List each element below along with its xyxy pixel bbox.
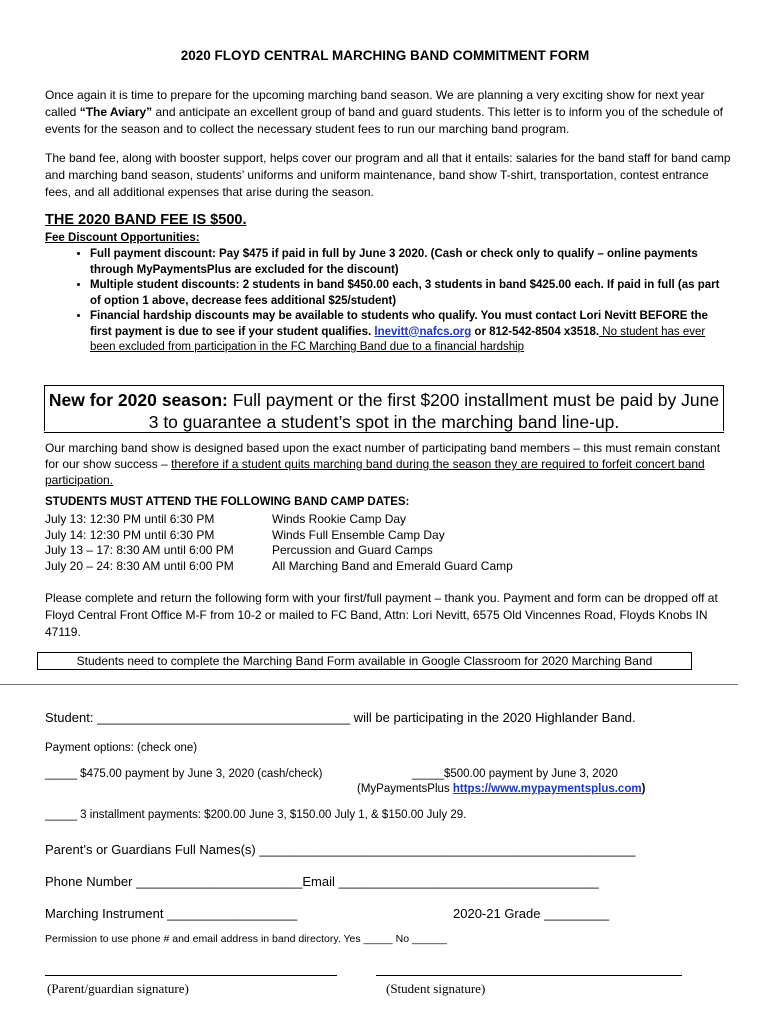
parent-signature-line[interactable]: [45, 975, 337, 976]
camp-date: July 13: 12:30 PM until 6:30 PM: [45, 512, 215, 526]
student-suffix: will be participating in the 2020 Highlander Band.: [353, 710, 636, 725]
student-signature-label: (Student signature): [386, 981, 486, 996]
intro-text-b: and anticipate an excellent group of band and guard students. This letter is to inform you of the schedule of events for the season and to collect the necessary student fees to run our marching band program.: [45, 105, 723, 136]
contact-email-link[interactable]: lnevitt@nafcs.org: [374, 325, 472, 338]
discount-item-hardship: [90, 309, 720, 356]
contact-phone: or 812-542-8504 x3518.: [471, 325, 600, 338]
payment-option-500[interactable]: _____$500.00 payment by June 3, 2020: [412, 768, 618, 780]
intro-text-a: Once again it is time to prepare for the upcoming marching band season. We are planning a very exciting show for next year called: [45, 88, 705, 119]
instrument-field[interactable]: Marching Instrument __________________: [45, 906, 298, 921]
camp-dates-heading: STUDENTS MUST ATTEND THE FOLLOWING BAND CAMP DATES:: [45, 496, 410, 508]
camp-description: Winds Full Ensemble Camp Day: [272, 528, 445, 542]
mypaymentsplus-link[interactable]: https://www.mypaymentsplus.com: [452, 783, 642, 795]
new-season-divider: [44, 432, 724, 433]
camp-date: July 20 – 24: 8:30 AM until 6:00 PM: [45, 559, 234, 573]
student-line: [45, 710, 636, 725]
payment-option-installments[interactable]: _____ 3 installment payments: $200.00 June 3, $150.00 July 1, & $150.00 July 29.: [45, 809, 467, 821]
discount-heading: Fee Discount Opportunities:: [45, 232, 200, 244]
show-name: “The Aviary”: [79, 105, 153, 119]
hardship-text: Financial hardship discounts may be available to students who qualify. You must contact Lori Nevitt BEFORE the first payment is due to see if your student qualifies.: [90, 310, 708, 338]
show-text-a: Our marching band show is designed based upon the exact number of participating band members – this must remain constant for our show success –: [45, 441, 721, 471]
google-classroom-notice: Students need to complete the Marching Band Form available in Google Classroom for 2020 Marching Band: [37, 652, 692, 670]
fee-explanation-paragraph: The band fee, along with booster support, helps cover our program and all that it entails: salaries for the band staff for band camp and marching band season, students’ uniforms and uniform maintenance, band show T-shirt, transportation, contest entrance fees, and all additional expenses that arise during the season.: [45, 151, 731, 199]
student-name-field[interactable]: ___________________________________: [97, 710, 351, 725]
new-season-lead: New for 2020 season:: [48, 390, 228, 410]
discount-list: [62, 247, 720, 356]
form-divider: [0, 684, 738, 685]
discount-item-multiple-students: • Multiple student discounts: 2 students in band $450.00 each, 3 students in band $425.00 each. If paid in full (as part of option 1 above, decrease fees additional $25/student): [90, 278, 720, 309]
form-title: 2020 FLOYD CENTRAL MARCHING BAND COMMITMENT FORM: [180, 48, 590, 63]
camp-date: July 13 – 17: 8:30 AM until 6:00 PM: [45, 543, 234, 557]
payment-option-475[interactable]: _____ $475.00 payment by June 3, 2020 (cash/check): [45, 768, 323, 780]
return-instructions: Please complete and return the following form with your first/full payment – thank you. Payment and form can be dropped off at Floyd Central Front Office M-F from 10-2 or mailed to FC Band, Attn: Lori Nevitt, 6575 Old Vincennes Road, Floyds Knobs IN 47119.: [45, 591, 718, 639]
student-label: Student:: [45, 710, 94, 725]
directory-permission[interactable]: Permission to use phone # and email address in band directory. Yes _____ No ______: [45, 933, 447, 945]
band-fee-heading: THE 2020 BAND FEE IS $500.: [45, 212, 247, 228]
camp-date: July 14: 12:30 PM until 6:30 PM: [45, 528, 215, 542]
parent-names-field[interactable]: Parent’s or Guardians Full Names(s) ____________________________________________________: [45, 842, 636, 857]
mypaymentsplus-note: [357, 783, 645, 795]
discount-item-full-payment: • Full payment discount: Pay $475 if paid in full by June 3 2020. (Cash or check only to qualify – online payments through MyPaymentsPlus are excluded for the discount): [90, 247, 720, 278]
parent-signature-label: (Parent/guardian signature): [47, 981, 189, 996]
show-text-b: therefore if a student quits marching band during the season they are required to forfeit concert band participation.: [45, 457, 705, 487]
intro-paragraph: [45, 87, 735, 138]
camp-description: Percussion and Guard Camps: [272, 543, 433, 557]
new-season-box: [44, 385, 724, 431]
phone-email-field[interactable]: Phone Number _______________________Email ____________________________________: [45, 874, 599, 889]
camp-description: Winds Rookie Camp Day: [272, 512, 407, 526]
mypaymentsplus-text: (MyPaymentsPlus: [357, 783, 453, 795]
grade-field[interactable]: 2020-21 Grade _________: [453, 906, 610, 921]
hardship-note: No student has ever been excluded from participation in the FC Marching Band due to a financial hardship: [90, 325, 706, 353]
payment-options-label: Payment options: (check one): [45, 742, 198, 754]
camp-description: All Marching Band and Emerald Guard Camp: [272, 559, 513, 573]
show-paragraph: [45, 440, 735, 488]
new-season-text: Full payment or the first $200 installment must be paid by June 3 to guarantee a student’s spot in the marching band line-up.: [148, 390, 720, 432]
student-signature-line[interactable]: [376, 975, 682, 976]
mypaymentsplus-close: ): [641, 783, 646, 795]
